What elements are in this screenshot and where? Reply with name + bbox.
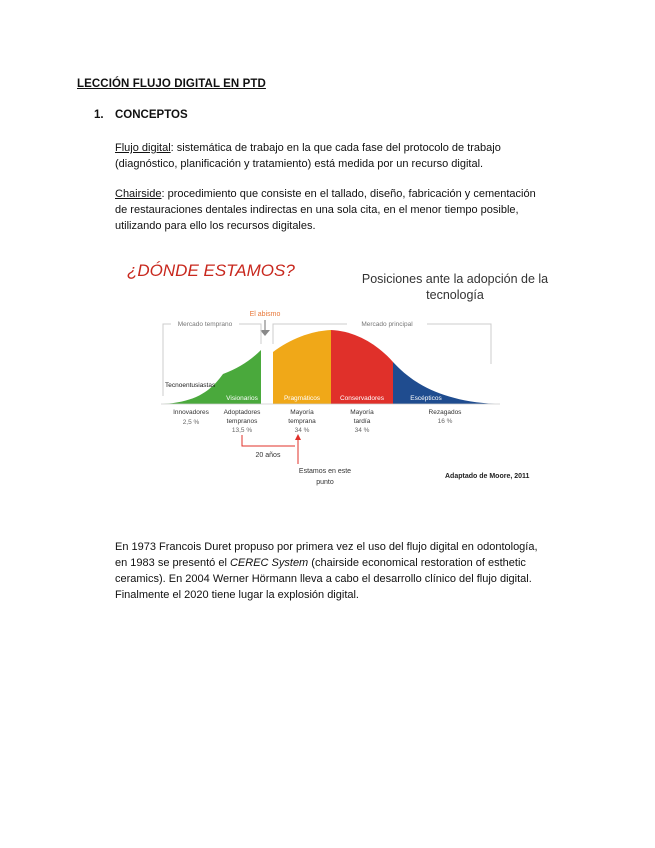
section-number: 1. [94, 109, 104, 121]
term-flujo-digital: Flujo digital [115, 142, 171, 154]
definition-text: (diagnóstico, planificación y tratamiento) está medida por un recurso digital. [115, 158, 484, 170]
pct-mayoria-temprana: 34 % [294, 427, 310, 434]
curve-segment-escepticos [393, 362, 495, 404]
category-adoptadores-2: tempranos [226, 418, 258, 425]
figure-heading: ¿DÓNDE ESTAMOS? [127, 261, 295, 280]
definition-chairside [115, 186, 585, 234]
pct-innovadores: 2,5 % [182, 419, 200, 426]
category-adoptadores: Adoptadores [223, 409, 261, 416]
mercado-principal-label: Mercado principal [361, 321, 413, 328]
definition-text: : procedimiento que consiste en el tallado, diseño, fabricación y cementación [161, 188, 536, 200]
mercado-temprano-label: Mercado temprano [177, 321, 233, 328]
anos-bracket [242, 435, 295, 446]
category-mayoria-tardia-2: tardía [353, 418, 371, 425]
history-line: en 1983 se presentó el [115, 557, 230, 569]
definition-text: de restauraciones dentales indirectas en una sola cita, en el menor tiempo posible, [115, 204, 519, 216]
category-innovadores: Innovadores [173, 409, 209, 416]
category-mayoria-tardia: Mayoría [350, 409, 374, 416]
curve-segment-conservadores [331, 330, 393, 404]
history-line: En 1973 Francois Duret propuso por primera vez el uso del flujo digital en odontología, [115, 541, 538, 553]
history-line: ceramics). En 2004 Werner Hörmann lleva a cabo el desarrollo clínico del flujo digital. [115, 573, 532, 585]
document-title: LECCIÓN FLUJO DIGITAL EN PTD [77, 78, 266, 90]
category-mayoria-temprana-2: temprana [288, 418, 316, 425]
technology-adoption-figure [115, 254, 555, 490]
pct-rezagados: 16 % [437, 418, 453, 425]
cerec-system-term: CEREC System [229, 557, 309, 569]
pct-mayoria-tardia: 34 % [354, 427, 370, 434]
adoption-curve-svg [115, 254, 555, 490]
definition-text: : sistemática de trabajo en la que cada fase del protocolo de trabajo [170, 142, 501, 154]
history-line: (chairside economical restoration of esthetic [308, 557, 526, 569]
tecnoentusiastas-label: Tecnoentusiastas [165, 382, 216, 389]
definition-text: utilizando para ello los recursos digitales. [115, 220, 316, 232]
segment-label-pragmaticos: Pragmáticos [283, 395, 321, 402]
figure-title-line2: tecnología [426, 288, 484, 302]
figure-title-line1: Posiciones ante la adopción de la [361, 272, 549, 286]
estamos-label-line2: punto [316, 479, 334, 486]
history-line: Finalmente el 2020 tiene lugar la explosión digital. [115, 589, 359, 601]
section-title: CONCEPTOS [115, 109, 188, 121]
category-mayoria-temprana: Mayoría [290, 409, 314, 416]
segment-label-visionarios: Visionarios [226, 395, 258, 402]
term-chairside: Chairside [115, 188, 162, 200]
section-heading [94, 109, 188, 121]
anos-label: 20 años [255, 452, 281, 459]
estamos-arrow-head [295, 434, 301, 440]
category-rezagados: Rezagados [428, 409, 462, 416]
pct-adoptadores: 13,5 % [231, 427, 253, 434]
curve-segment-pragmaticos [273, 330, 331, 404]
definition-flujo-digital [115, 140, 585, 172]
abismo-label: El abismo [249, 311, 281, 318]
figure-source: Adaptado de Moore, 2011 [445, 473, 530, 480]
estamos-label-line1: Estamos en este [298, 468, 352, 475]
curve-segment-innovadores [163, 374, 223, 404]
segment-label-conservadores: Conservadores [339, 395, 385, 402]
segment-label-escepticos: Escépticos [410, 395, 442, 402]
history-paragraph [115, 539, 595, 603]
